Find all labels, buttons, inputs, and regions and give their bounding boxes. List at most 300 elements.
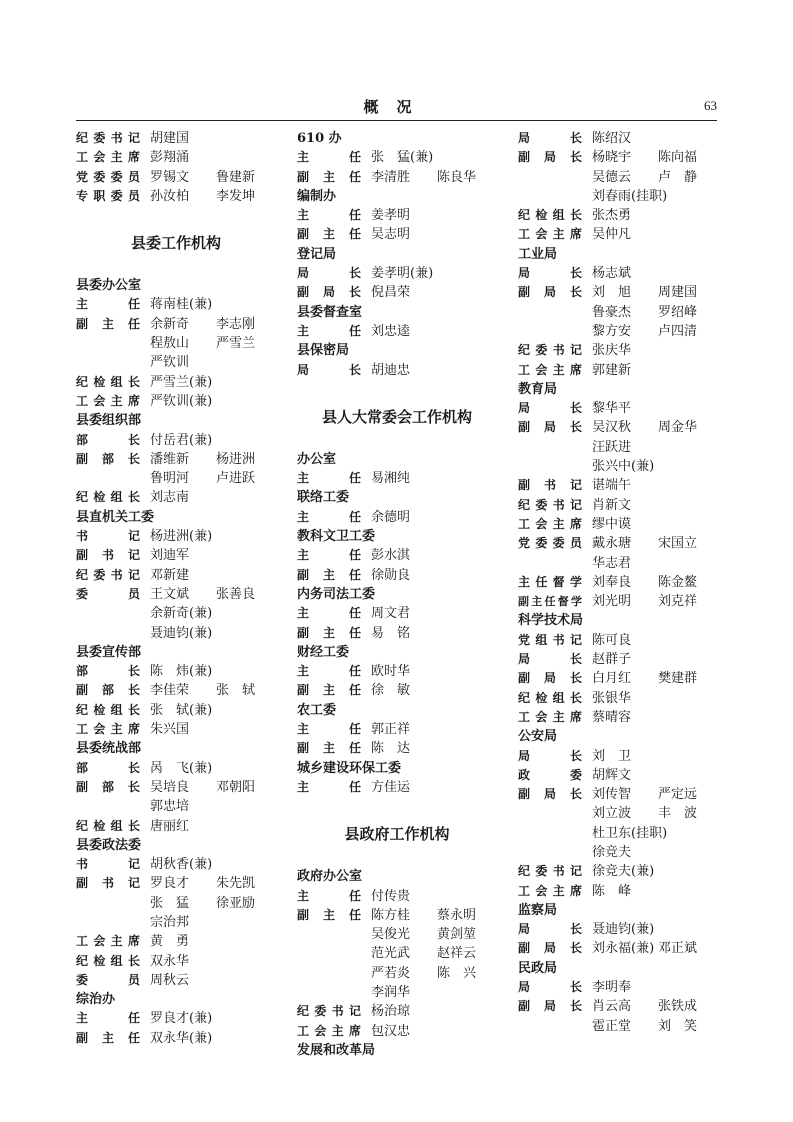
person-name: 严雪兰 xyxy=(216,336,256,352)
position-title: 副主任 xyxy=(297,907,361,922)
officer-row xyxy=(76,932,276,951)
officer-row xyxy=(518,882,718,901)
position-title: 纪检组长 xyxy=(76,702,140,717)
person-name: 胡建国 xyxy=(150,131,190,146)
position-title: 副书记 xyxy=(518,478,582,493)
officer-row xyxy=(76,817,276,836)
person-name: 宋国立 xyxy=(658,536,698,552)
position-title: 工会主席 xyxy=(76,150,140,165)
officer-row xyxy=(76,488,276,507)
officer-row xyxy=(518,631,718,650)
position-title: 工会主席 xyxy=(518,516,582,531)
person-name: 鲁豪杰 xyxy=(592,304,632,320)
person-name: 方佳运 xyxy=(371,779,411,795)
person-name: 严若炎 xyxy=(371,965,411,981)
position-title: 书 记 xyxy=(76,529,140,544)
officer-row xyxy=(76,566,276,585)
person-name: 彭水淇 xyxy=(371,548,411,564)
person-name: 刘传智 xyxy=(592,787,632,803)
person-name: 蒋南桂(兼) xyxy=(150,297,213,313)
officer-row xyxy=(76,148,276,167)
officer-row xyxy=(518,283,718,302)
officer-row xyxy=(76,1009,276,1028)
section-spacer xyxy=(76,206,276,220)
page-number: 63 xyxy=(704,98,717,113)
person-name: 卢 静 xyxy=(658,169,698,185)
person-name: 黎方安 xyxy=(592,323,632,339)
person-name: 陈绍汉 xyxy=(592,131,632,146)
position-title: 党委委员 xyxy=(518,536,582,551)
officer-row xyxy=(297,983,497,1002)
position-title: 副局长 xyxy=(518,285,582,300)
person-name: 刘 卫 xyxy=(592,748,632,764)
person-name: 王文斌 xyxy=(150,586,190,602)
position-title: 纪检组长 xyxy=(76,818,140,833)
position-title: 副主任 xyxy=(297,169,361,184)
department-name: 公安局 xyxy=(518,729,558,745)
officer-row xyxy=(297,662,497,681)
officer-row xyxy=(297,906,497,925)
person-name: 郭正祥 xyxy=(371,722,411,738)
position-title: 副主任 xyxy=(297,741,361,756)
person-name: 戴永瑭 xyxy=(592,536,632,552)
position-title: 纪委书记 xyxy=(297,1004,361,1019)
person-name: 汪跃进 xyxy=(592,439,632,455)
officer-row xyxy=(76,469,276,488)
officer-row xyxy=(518,920,718,939)
person-name: 罗良才(兼) xyxy=(150,1011,213,1027)
department-name: 政府办公室 xyxy=(297,869,363,885)
officer-row xyxy=(518,129,718,148)
person-name: 刘永福(兼) xyxy=(592,941,655,957)
person-name: 张 轼(兼) xyxy=(150,702,213,718)
officer-row xyxy=(518,148,718,167)
position-title: 纪委书记 xyxy=(518,864,582,879)
person-name: 张铁成 xyxy=(658,999,698,1015)
officer-row xyxy=(76,894,276,913)
officer-row xyxy=(518,168,718,187)
officer-row xyxy=(518,939,718,958)
position-title: 副主任 xyxy=(297,567,361,582)
officer-row xyxy=(297,739,497,758)
person-name: 张兴中(兼) xyxy=(592,459,655,475)
position-title: 副主任 xyxy=(76,1030,140,1045)
officer-row xyxy=(518,1017,718,1036)
officer-row xyxy=(518,457,718,476)
officer-row xyxy=(76,431,276,450)
person-name: 刘迪军 xyxy=(150,548,190,564)
officer-row xyxy=(297,1002,497,1021)
officer-row xyxy=(518,534,718,553)
position-title: 部 长 xyxy=(76,432,140,447)
position-title: 主 任 xyxy=(297,150,361,165)
officer-row xyxy=(518,766,718,785)
officer-row xyxy=(518,592,718,611)
person-name: 徐亚励 xyxy=(216,895,256,911)
position-title: 工会主席 xyxy=(76,934,140,949)
page-header xyxy=(76,96,717,120)
person-name: 赵祥云 xyxy=(437,946,477,962)
position-title: 部 长 xyxy=(76,664,140,679)
person-name: 余德明 xyxy=(371,509,411,525)
officer-row xyxy=(297,361,497,380)
position-title: 主 任 xyxy=(297,779,361,794)
officer-row xyxy=(297,778,497,797)
position-title: 局 长 xyxy=(518,922,582,937)
officer-row xyxy=(76,913,276,932)
officer-row xyxy=(76,855,276,874)
position-title: 副局长 xyxy=(518,999,582,1014)
position-title: 纪检组长 xyxy=(76,953,140,968)
person-name: 陈 炜(兼) xyxy=(150,664,213,680)
position-title: 副局长 xyxy=(518,941,582,956)
department-name: 编制办 xyxy=(297,188,337,204)
person-name: 姜孝明 xyxy=(371,208,411,224)
person-name: 吴俊光 xyxy=(371,927,411,943)
department-name: 教科文卫工委 xyxy=(297,529,376,545)
person-name: 罗锡文 xyxy=(150,169,190,185)
department-name: 联络工委 xyxy=(297,490,350,506)
position-title: 纪检组长 xyxy=(76,490,140,505)
position-title: 副主任 xyxy=(297,683,361,698)
position-title: 局 长 xyxy=(518,131,582,145)
officer-row xyxy=(297,469,497,488)
officer-row xyxy=(518,399,718,418)
officer-row xyxy=(76,778,276,797)
person-name: 罗良才 xyxy=(150,876,190,892)
person-name: 刘忠逵 xyxy=(371,323,411,339)
person-name: 刘 旭 xyxy=(592,285,632,301)
position-title: 纪检组长 xyxy=(518,208,582,223)
person-name: 孙汝柏 xyxy=(150,188,190,204)
person-name: 朱先凯 xyxy=(216,876,256,892)
officer-row xyxy=(76,604,276,623)
person-name: 邓新建 xyxy=(150,567,190,583)
position-title: 党组书记 xyxy=(518,632,582,647)
person-name: 李发坤 xyxy=(216,188,256,204)
officer-row xyxy=(76,334,276,353)
officer-row xyxy=(76,952,276,971)
position-title: 党委委员 xyxy=(76,169,140,184)
position-title: 书 记 xyxy=(76,857,140,872)
person-name: 邓朝阳 xyxy=(216,779,256,795)
officer-row xyxy=(297,168,497,187)
person-name: 黄 勇 xyxy=(150,934,190,950)
person-name: 杨晓宇 xyxy=(592,150,632,166)
position-title: 工会主席 xyxy=(518,709,582,724)
person-name: 刘光明 xyxy=(592,594,632,610)
person-name: 缪中谟 xyxy=(592,516,632,532)
person-name: 刘 笑 xyxy=(658,1018,698,1034)
officer-row xyxy=(518,669,718,688)
officer-row xyxy=(76,450,276,469)
section-spacer xyxy=(297,380,497,394)
officer-row xyxy=(297,964,497,983)
person-name: 徐 敏 xyxy=(371,683,411,699)
section-spacer xyxy=(297,853,497,867)
department-name: 教育局 xyxy=(518,381,558,397)
person-name: 易湘纯 xyxy=(371,471,411,487)
position-title: 副局长 xyxy=(518,420,582,435)
person-name: 聂迪钧(兼) xyxy=(150,625,213,641)
person-name: 李润华 xyxy=(371,984,411,1000)
person-name: 宗治邦 xyxy=(150,914,190,930)
officer-row xyxy=(76,527,276,546)
person-name: 杜卫东(挂职) xyxy=(592,825,668,841)
position-title: 工会主席 xyxy=(518,883,582,898)
person-name: 陈向福 xyxy=(658,150,698,166)
department-name: 内务司法工委 xyxy=(297,586,376,602)
person-name: 胡秋香(兼) xyxy=(150,857,213,873)
position-title: 主 任 xyxy=(297,509,361,524)
department-name: 县直机关工委 xyxy=(76,509,155,525)
position-title: 工会主席 xyxy=(518,227,582,242)
position-title: 主 任 xyxy=(297,664,361,679)
department-name: 县委督查室 xyxy=(297,304,363,320)
person-name: 双永华 xyxy=(150,953,190,969)
position-title: 副书记 xyxy=(76,876,140,891)
column-1 xyxy=(76,129,276,1048)
position-title: 主 任 xyxy=(297,606,361,621)
person-name: 呙 飞(兼) xyxy=(150,760,213,776)
person-name: 欧时华 xyxy=(371,664,411,680)
person-name: 胡辉文 xyxy=(592,767,632,783)
person-name: 罗绍峰 xyxy=(658,304,698,320)
position-title: 专职委员 xyxy=(76,188,140,203)
department-name: 民政局 xyxy=(518,960,558,976)
person-name: 余新奇(兼) xyxy=(150,606,213,622)
department-name: 县委组织部 xyxy=(76,413,142,429)
officer-row xyxy=(518,438,718,457)
officer-row xyxy=(297,283,497,302)
officer-row xyxy=(518,515,718,534)
section-spacer xyxy=(297,436,497,450)
person-name: 双永华(兼) xyxy=(150,1030,213,1046)
position-title: 副部长 xyxy=(76,451,140,466)
person-name: 蔡晴容 xyxy=(592,709,632,725)
officer-row xyxy=(76,373,276,392)
position-title: 主 任 xyxy=(297,208,361,223)
person-name: 严钦训(兼) xyxy=(150,393,213,409)
officer-row xyxy=(518,747,718,766)
officer-row xyxy=(76,874,276,893)
position-title: 纪检组长 xyxy=(76,374,140,389)
position-title: 政 委 xyxy=(518,767,582,782)
officer-row xyxy=(76,681,276,700)
officer-row xyxy=(76,353,276,372)
position-title: 副局长 xyxy=(518,671,582,686)
officer-row xyxy=(297,925,497,944)
person-name: 李明奉 xyxy=(592,980,632,996)
position-title: 副局长 xyxy=(518,787,582,802)
person-name: 鲁建新 xyxy=(216,169,256,185)
officer-row xyxy=(297,206,497,225)
person-name: 杨进洲 xyxy=(216,451,256,467)
person-name: 丰 波 xyxy=(658,806,698,822)
person-name: 程敖山 xyxy=(150,336,190,352)
person-name: 严雪兰(兼) xyxy=(150,374,213,390)
page-title: 概况 xyxy=(363,98,430,116)
position-title: 主 任 xyxy=(76,297,140,312)
officer-row xyxy=(76,720,276,739)
officer-row xyxy=(518,341,718,360)
person-name: 谌端午 xyxy=(592,478,632,494)
person-name: 卢四清 xyxy=(658,323,698,339)
person-name: 唐丽红 xyxy=(150,818,190,834)
person-name: 黎华平 xyxy=(592,401,632,417)
officer-row xyxy=(518,824,718,843)
officer-row xyxy=(76,759,276,778)
person-name: 张 猛 xyxy=(150,895,190,911)
position-title: 主 任 xyxy=(76,1011,140,1026)
section-heading: 县人大常委会工作机构 xyxy=(321,407,472,426)
person-name: 陈金鳌 xyxy=(658,574,698,590)
officer-row xyxy=(76,295,276,314)
department-name: 发展和改革局 xyxy=(297,1042,376,1058)
person-name: 鲁明河 xyxy=(150,471,190,487)
position-title: 主 任 xyxy=(297,888,361,903)
person-name: 易 铭 xyxy=(371,625,411,641)
position-title: 纪委书记 xyxy=(518,497,582,512)
person-name: 张杰勇 xyxy=(592,208,632,224)
person-name: 刘立波 xyxy=(592,806,632,822)
officer-row xyxy=(297,566,497,585)
officer-row xyxy=(518,573,718,592)
column-2 xyxy=(297,129,497,1060)
officer-row xyxy=(76,662,276,681)
officer-row xyxy=(297,508,497,527)
officer-row xyxy=(297,944,497,963)
officer-row xyxy=(518,187,718,206)
person-name: 徐竞夫 xyxy=(592,844,632,860)
person-name: 刘奉良 xyxy=(592,574,632,590)
header-rule xyxy=(76,120,717,121)
position-title: 主 任 xyxy=(297,548,361,563)
person-name: 雹正堂 xyxy=(592,1018,632,1034)
officer-row xyxy=(297,264,497,283)
person-name: 聂迪钧(兼) xyxy=(592,922,655,938)
department-name: 县委宣传部 xyxy=(76,644,142,660)
officer-row xyxy=(518,264,718,283)
person-name: 陈可良 xyxy=(592,632,632,648)
person-name: 吴仲凡 xyxy=(592,227,632,243)
officer-row xyxy=(518,804,718,823)
position-title: 委 员 xyxy=(76,972,140,987)
person-name: 杨进洲(兼) xyxy=(150,529,213,545)
person-name: 刘春雨(挂职) xyxy=(592,188,668,204)
person-name: 华志君 xyxy=(592,555,632,571)
officer-row xyxy=(76,1029,276,1048)
person-name: 蔡永明 xyxy=(437,907,477,923)
department-name: 财经工委 xyxy=(297,644,350,660)
person-name: 张庆华 xyxy=(592,343,632,359)
person-name: 吴培良 xyxy=(150,779,190,795)
person-name: 付岳君(兼) xyxy=(150,432,213,448)
position-title: 局 长 xyxy=(518,266,582,281)
person-name: 卢进跃 xyxy=(216,471,256,487)
position-title: 工会主席 xyxy=(297,1023,361,1038)
person-name: 徐竞夫(兼) xyxy=(592,864,655,880)
officer-row xyxy=(297,887,497,906)
person-name: 李佳荣 xyxy=(150,683,190,699)
position-title: 副主任督学 xyxy=(518,595,582,609)
position-title: 局 长 xyxy=(297,362,361,377)
person-name: 倪昌荣 xyxy=(371,285,411,301)
position-title: 主 任 xyxy=(297,323,361,338)
person-name: 张银华 xyxy=(592,690,632,706)
section-heading: 县委工作机构 xyxy=(130,234,221,253)
person-name: 余新奇 xyxy=(150,316,190,332)
position-title: 副主任 xyxy=(76,316,140,331)
person-name: 肖新文 xyxy=(592,497,632,513)
officer-row xyxy=(76,971,276,990)
person-name: 陈方桂 xyxy=(371,907,411,923)
person-name: 吴德云 xyxy=(592,169,632,185)
department-name: 科学技术局 xyxy=(518,613,584,629)
person-name: 刘克祥 xyxy=(658,594,698,610)
officer-row xyxy=(297,322,497,341)
officer-row xyxy=(76,129,276,148)
position-title: 纪委书记 xyxy=(76,131,140,145)
position-title: 局 长 xyxy=(297,266,361,281)
position-title: 局 长 xyxy=(518,748,582,763)
section-spacer xyxy=(76,262,276,276)
officer-row xyxy=(76,168,276,187)
officer-row xyxy=(297,604,497,623)
officer-row xyxy=(76,585,276,604)
officer-row xyxy=(518,361,718,380)
position-title: 纪委书记 xyxy=(76,567,140,582)
person-name: 白月红 xyxy=(592,671,632,687)
person-name: 邓正斌 xyxy=(658,941,698,957)
position-title: 工会主席 xyxy=(76,722,140,737)
position-title: 副部长 xyxy=(76,779,140,794)
position-title: 主 任 xyxy=(297,722,361,737)
position-title: 纪检组长 xyxy=(518,690,582,705)
position-title: 纪委书记 xyxy=(518,343,582,358)
person-name: 范光武 xyxy=(371,946,411,962)
person-name: 郭建新 xyxy=(592,362,632,378)
officer-row xyxy=(518,843,718,862)
department-name: 登记局 xyxy=(297,246,337,262)
position-title: 副主任 xyxy=(297,625,361,640)
person-name: 姜孝明(兼) xyxy=(371,266,434,282)
position-title: 主任督学 xyxy=(518,574,582,589)
officer-row xyxy=(518,978,718,997)
person-name: 周文君 xyxy=(371,606,411,622)
officer-row xyxy=(518,689,718,708)
officer-row xyxy=(297,546,497,565)
officer-row xyxy=(518,418,718,437)
person-name: 杨志斌 xyxy=(592,266,632,282)
person-name: 陈 峰 xyxy=(592,883,632,899)
department-name: 监察局 xyxy=(518,902,558,918)
officer-row xyxy=(76,315,276,334)
position-title: 工会主席 xyxy=(76,393,140,408)
section-heading: 县政府工作机构 xyxy=(344,825,450,844)
department-name: 办公室 xyxy=(297,451,337,467)
position-title: 副局长 xyxy=(518,150,582,165)
department-name: 县委政法委 xyxy=(76,837,142,853)
person-name: 包汉忠 xyxy=(371,1023,411,1039)
officer-row xyxy=(76,797,276,816)
officer-row xyxy=(518,206,718,225)
position-title: 局 长 xyxy=(518,652,582,667)
person-name: 张 猛(兼) xyxy=(371,150,434,166)
officer-row xyxy=(518,862,718,881)
position-title: 局 长 xyxy=(518,401,582,416)
person-name: 严钦训 xyxy=(150,355,190,371)
